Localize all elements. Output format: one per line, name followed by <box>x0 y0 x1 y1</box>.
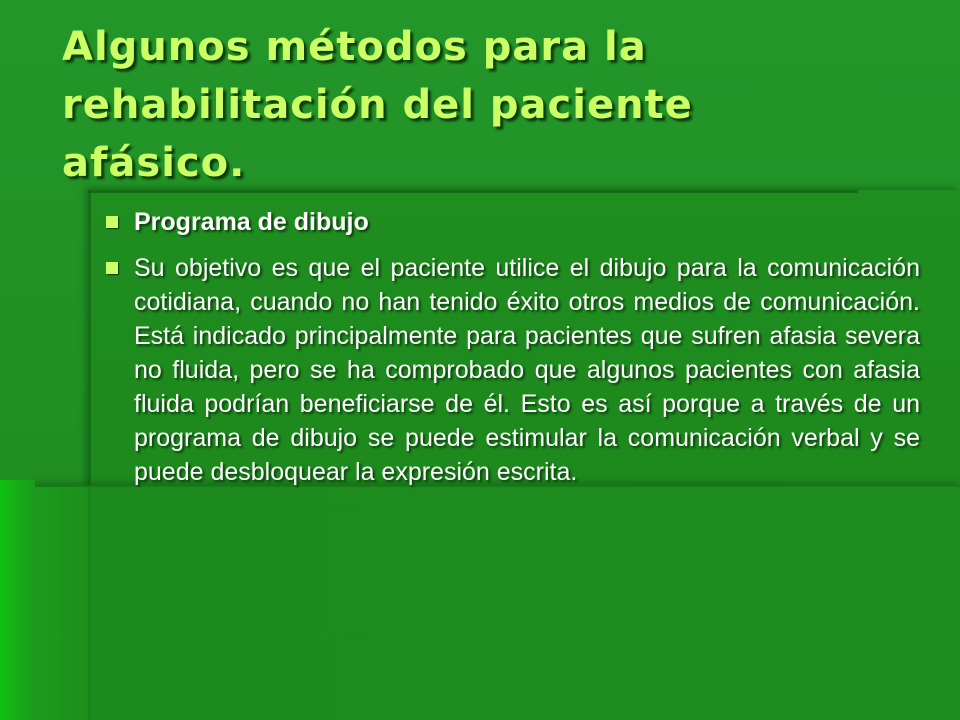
bullet-text: Programa de dibujo <box>134 208 369 236</box>
bullet-text: Su objetivo es que el paciente utilice el dibujo para la comunicación cotidiana, cuando no han tenido éxito otros medios de comunicación. Está indicado principalmente para pacientes que sufren afasia severa no fluida, pero se ha comprobado que algunos pacientes con afasia fluida podrían beneficiarse de él. Esto es así porque a través de un programa de dibujo se puede estimular la comunicación verbal y se puede desbloquear la expresión escrita. <box>134 254 920 486</box>
decorative-panel-bottom <box>35 485 960 720</box>
bullet-item-heading <box>100 205 920 239</box>
slide-title: Algunos métodos para la rehabilitación del paciente afásico. <box>62 24 693 186</box>
slide-content <box>100 205 920 499</box>
square-bullet-icon <box>106 216 118 228</box>
decorative-left-stripe <box>0 480 35 720</box>
bullet-item-description <box>100 251 920 489</box>
decorative-left-stripe-secondary <box>35 487 90 720</box>
decorative-divider <box>88 487 90 720</box>
square-bullet-icon <box>106 262 118 274</box>
